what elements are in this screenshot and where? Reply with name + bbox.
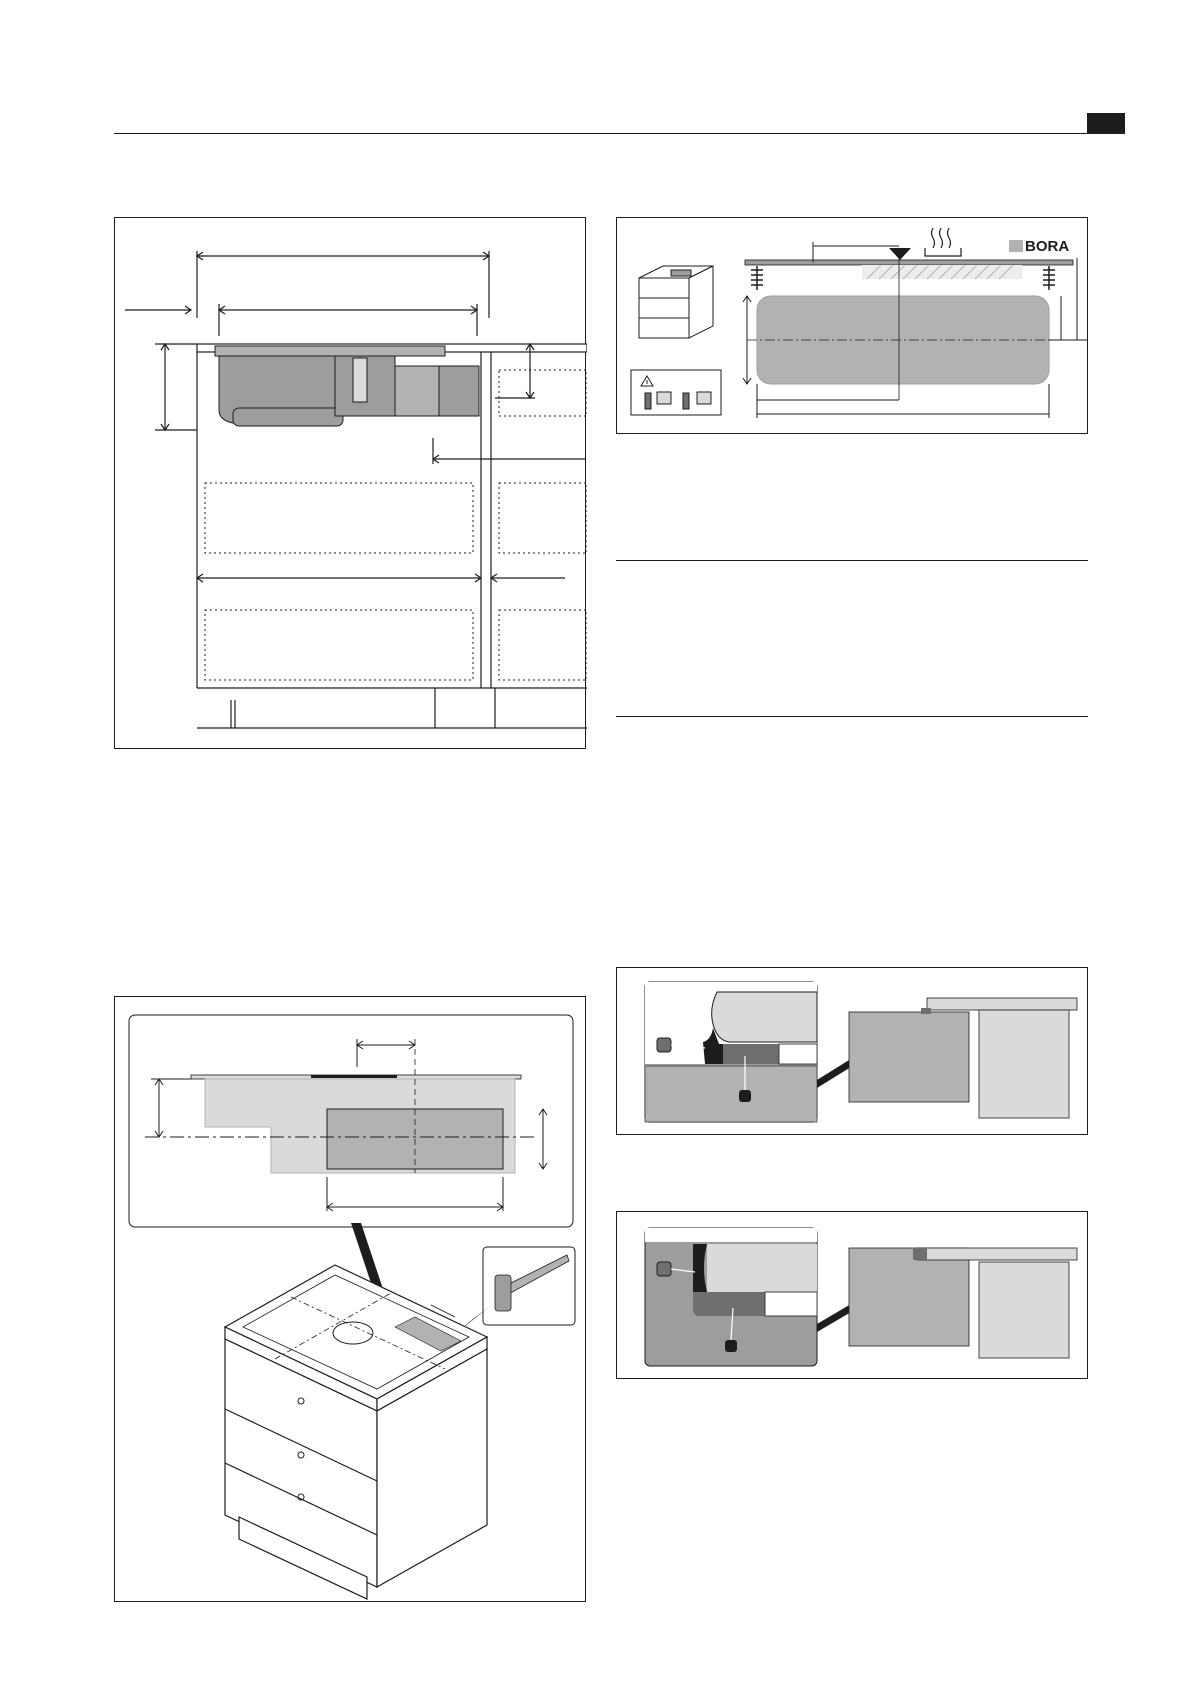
surface-mount-seal-figure [616, 967, 1088, 1135]
header-rule [114, 133, 1091, 134]
brand-logo: BORA [1025, 238, 1070, 255]
chapter-tab [1087, 113, 1125, 134]
seal-detail-icon [617, 968, 1089, 1136]
seal-detail-icon [617, 1212, 1089, 1380]
flush-mount-seal-figure [616, 1211, 1088, 1379]
cabinet-section-icon [115, 218, 587, 750]
cutout-installation-figure [114, 996, 586, 1602]
section-rule-1 [616, 560, 1088, 561]
section-rule-2 [616, 716, 1088, 717]
hob-footprint-icon [617, 218, 1089, 435]
hob-footprint-figure [616, 217, 1088, 434]
saw-cutout-icon [115, 997, 587, 1603]
cabinet-section-figure [114, 217, 586, 749]
